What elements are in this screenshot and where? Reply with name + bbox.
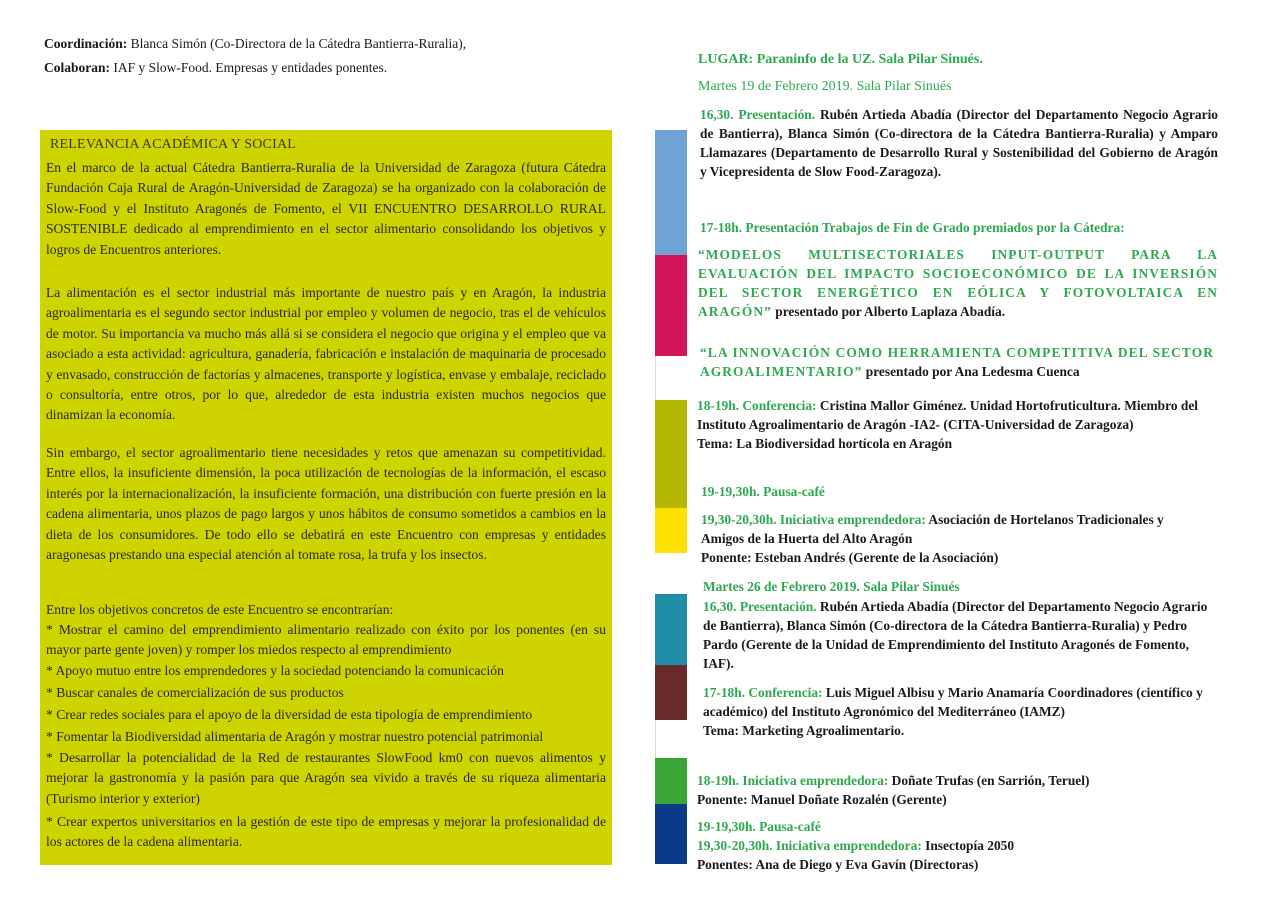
d1-conf-time: 18-19h. Conferencia: [697, 398, 817, 413]
relevancia-paragraph-2: La alimentación es el sector industrial más importante de nuestro país y en Aragón, la industria agroalimentaria es el segundo sector industrial por empleo y volumen de negocio, tras el de vehículos de motor. Su importancia va mucho más allá si se considera el negocio que origina y el empleo que va asociado a esta actividad: agricultura, ganadería, fabricación e instalación de maquinaria de procesado y envasado, construcción de factorías y almacenes, transporte y logística, envase y embalaje, reciclado o consultoría, entre otros, por lo que, alrededor de esta industria existen muchos negocios que dinamizan la economía. [46, 285, 606, 423]
d1-presentacion-text: Rubén Artieda Abadía (Director del Departamento Negocio Agrario de Bantierra), Blanca Simón (Co-directora de la Cátedra Bantierra-Ruralia) y Amparo Llamazares (Departamento de Desarrollo Rural y Sostenibilidad del Gobierno de Aragón y Vicepresidenta de Slow Food-Zaragoza). [700, 107, 1218, 179]
colaboran-line [44, 58, 387, 78]
color-bar-navy [655, 804, 687, 864]
color-bar-maroon [655, 665, 687, 720]
objective-7: * Crear expertos universitarios en la gestión de este tipo de empresas y mejorar la profesionalidad de los actores de la cadena alimentaria. [46, 814, 606, 850]
objective-5: * Fomentar la Biodiversidad alimentaria de Aragón y mostrar nuestro potencial patrimonial [46, 729, 544, 744]
d1-tfg2 [700, 343, 1214, 381]
d2-inic2-time: 19,30-20,30h. Iniciativa emprendedora: [697, 838, 922, 853]
relevancia-title: RELEVANCIA ACADÉMICA Y SOCIAL [50, 137, 297, 152]
lugar-heading: LUGAR: Paraninfo de la UZ. Sala Pilar Sinués. [698, 52, 983, 67]
d1-presentacion [700, 105, 1218, 181]
objective-1: * Mostrar el camino del emprendimiento alimentario realizado con éxito por los ponentes (en su mayor parte gente joven) y romper los miedos respecto al emprendimiento [46, 622, 606, 658]
colaboran-text: IAF y Slow-Food. Empresas y entidades ponentes. [110, 60, 388, 75]
d1-tfg1-author: presentado por Alberto Laplaza Abadía. [771, 304, 1006, 319]
color-bar-teal [655, 594, 687, 665]
d1-conf-tema: Tema: La Biodiversidad hortícola en Aragón [697, 436, 953, 451]
color-bar-blue [655, 130, 687, 255]
d2-conf-tema: Tema: Marketing Agroalimentario. [703, 723, 905, 738]
colaboran-label: Colaboran: [44, 60, 111, 75]
d1-inic-text: Asociación de Hortelanos Tradicionales y Amigos de la Huerta del Alto Aragón [701, 512, 1164, 546]
d2-final [697, 817, 1217, 874]
objective-4: * Crear redes sociales para el apoyo de la diversidad de esta tipología de emprendimiento [46, 707, 533, 722]
objectives-intro: Entre los objetivos concretos de este Encuentro se encontrarían: [46, 602, 394, 617]
d2-inic-ponente: Ponente: Manuel Doñate Rozalén (Gerente) [697, 792, 947, 807]
d2-presentacion-text: Rubén Artieda Abadía (Director del Departamento Negocio Agrario de Bantierra), Blanca Simón (Co-directora de la Cátedra Bantierra-Ruralia) y Pedro Pardo (Gerente de la Unidad de Emprendimiento del Instituto Aragonés de Fomento, IAF). [703, 599, 1208, 671]
relevancia-paragraph-3: Sin embargo, el sector agroalimentario tiene necesidades y retos que amenazan su competitividad. Entre ellos, la insuficiente dimensión, la poca utilización de tecnologías de la información, el escaso interés por la internacionalización, la insuficiente formación, una distribución con fuerte presión en la cadena alimentaria, unos plazos de pago largos y unos hábitos de consumo sometidos a cambios en la dieta de los consumidores. De todo ello se debatirá en este Encuentro con empresas y entidades aragonesas prestando una especial atención al tomate rosa, la trufa y los insectos. [46, 445, 606, 563]
color-bar-olive [655, 400, 687, 508]
d2-conf-time: 17-18h. Conferencia: [703, 685, 823, 700]
d2-conf-text: Luis Miguel Albisu y Mario Anamaría Coordinadores (científico y académico) del Instituto Agronómico del Mediterráneo (IAMZ) [703, 685, 1203, 719]
d2-inic2-text: Insectopía 2050 [921, 838, 1015, 853]
color-bar-magenta [655, 255, 687, 356]
d1-tfg2-author: presentado por Ana Ledesma Cuenca [862, 364, 1080, 379]
d2-presentacion [703, 597, 1215, 673]
d2-presentacion-time: 16,30. Presentación. [703, 599, 817, 614]
d1-iniciativa [701, 510, 1171, 567]
d1-conf-text: Cristina Mallor Giménez. Unidad Hortofruticultura. Miembro del Instituto Agroalimentario de Aragón -IA2- (CITA-Universidad de Zaragoza) [697, 398, 1198, 432]
d2-inic2-ponentes: Ponentes: Ana de Diego y Eva Gavín (Directoras) [697, 857, 979, 872]
objective-6: * Desarrollar la potencialidad de la Red de restaurantes SlowFood km0 con nuevos alimentos y mejorar la gastronomía y la pasión para que Aragón sea vivido a través de su riqueza alimentaria (Turismo interior y exterior) [46, 750, 606, 806]
relevancia-paragraph-1: En el marco de la actual Cátedra Bantierra-Ruralia de la Universidad de Zaragoza (futura Cátedra Fundación Caja Rural de Aragón-Universidad de Zaragoza) se ha organizado con la colaboración de Slow-Food y el Instituto Aragonés de Fomento, el VII ENCUENTRO DESARROLLO RURAL SOSTENIBLE dedicado al emprendimiento en el sector alimentario consolidando los objetivos y logros de Encuentros anteriores. [46, 160, 606, 257]
d1-tfg1 [698, 245, 1218, 321]
coordinacion-line [44, 34, 466, 54]
d1-tfg1-title: “MODELOS MULTISECTORIALES INPUT-OUTPUT PARA LA EVALUACIÓN DEL IMPACTO SOCIOECONÓMICO DE LA INVERSIÓN DEL SECTOR ENERGÉTICO EN EÓLICA Y FOTOVOLTAICA EN ARAGÓN” [698, 247, 1218, 319]
d2-pausa: 19-19,30h. Pausa-café [697, 819, 821, 834]
d1-pausa: 19-19,30h. Pausa-café [701, 484, 825, 499]
color-bar-green [655, 758, 687, 804]
d1-conferencia [697, 396, 1245, 453]
d2-inic-time: 18-19h. Iniciativa emprendedora: [697, 773, 889, 788]
d1-inic-ponente: Ponente: Esteban Andrés (Gerente de la Asociación) [701, 550, 999, 565]
color-bar-white [655, 356, 687, 400]
d2-conferencia [703, 683, 1203, 740]
objective-3: * Buscar canales de comercialización de sus productos [46, 685, 344, 700]
day1-heading: Martes 19 de Febrero 2019. Sala Pilar Sinués [698, 79, 952, 94]
coordinacion-label: Coordinación: [44, 36, 128, 51]
day2-heading: Martes 26 de Febrero 2019. Sala Pilar Sinués [703, 579, 960, 594]
d1-tfg2-title: “LA INNOVACIÓN COMO HERRAMIENTA COMPETITIVA DEL SECTOR AGROALIMENTARIO” [700, 345, 1214, 379]
color-bar-white-2 [655, 720, 687, 758]
d1-presentacion-time: 16,30. Presentación. [700, 107, 816, 122]
color-bar-yellow [655, 508, 687, 553]
d1-inic-time: 19,30-20,30h. Iniciativa emprendedora: [701, 512, 926, 527]
d1-tfg-heading: 17-18h. Presentación Trabajos de Fin de Grado premiados por la Cátedra: [700, 220, 1125, 235]
coordinacion-text: Blanca Simón (Co-Directora de la Cátedra Bantierra-Ruralia), [127, 36, 467, 51]
objective-2: * Apoyo mutuo entre los emprendedores y la sociedad potenciando la comunicación [46, 663, 504, 678]
d2-inic-text: Doñate Trufas (en Sarrión, Teruel) [888, 773, 1090, 788]
d2-iniciativa [697, 771, 1217, 809]
